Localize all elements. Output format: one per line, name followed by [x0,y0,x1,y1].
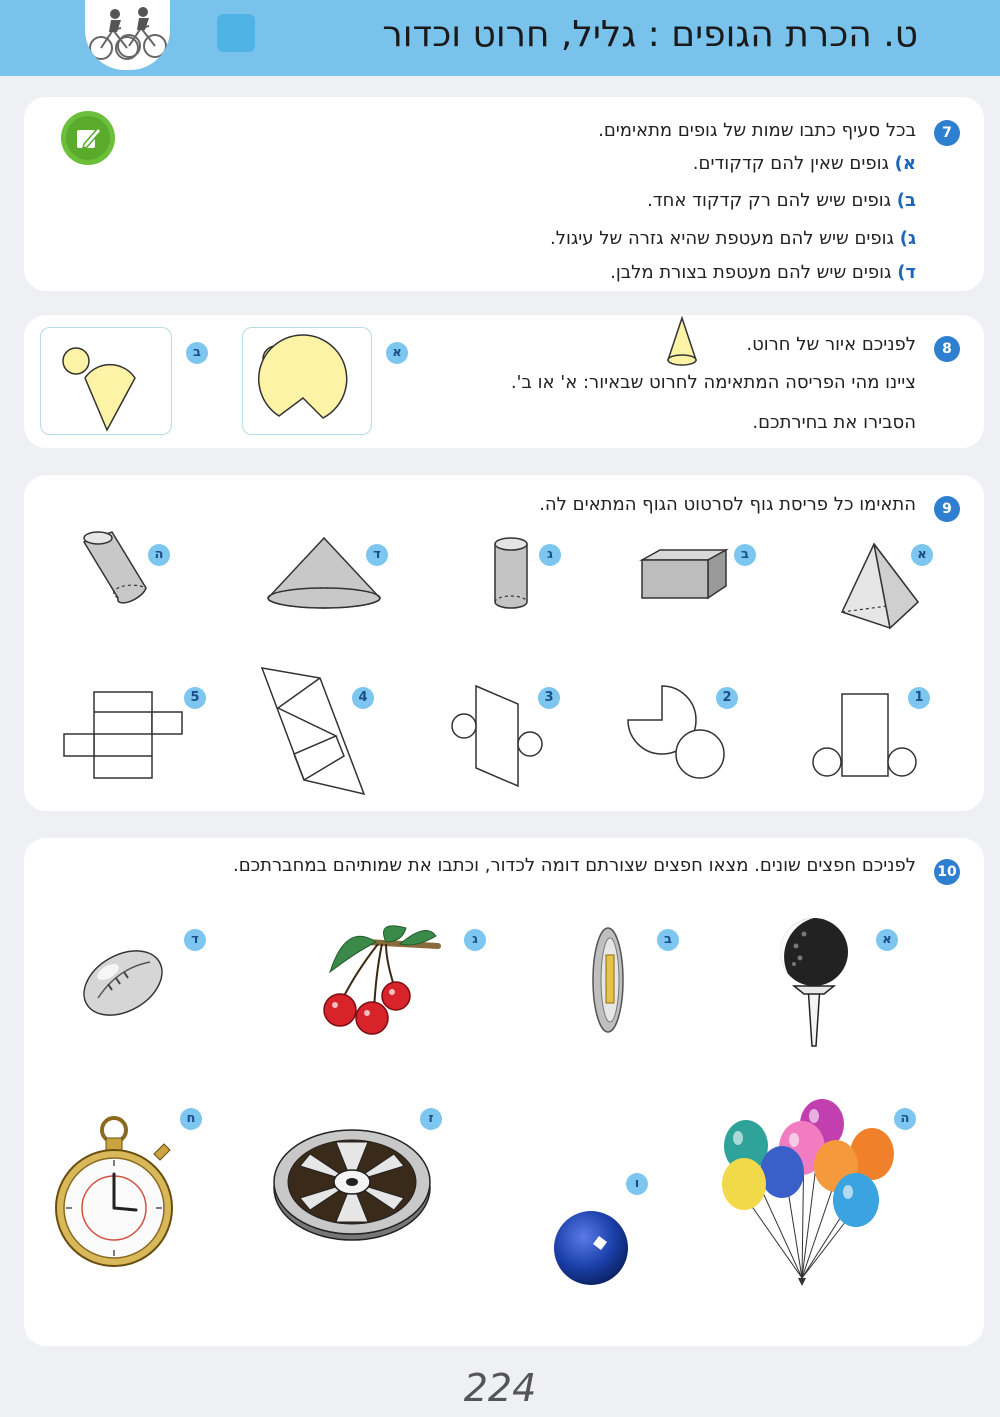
object-g-label: ז [420,1108,442,1130]
object-h-label: ח [180,1108,202,1130]
object-b-label: ב [657,929,679,951]
question-9-number: 9 [934,496,960,522]
oblique-cylinder-net [448,682,544,796]
solid-c-label: ג [539,544,561,566]
pencil-edit-icon[interactable] [60,110,116,170]
solid-b-label: ב [734,544,756,566]
item-letter: ב) [896,190,916,211]
question-7-item-b [647,190,916,211]
item-text: גופים שיש להם מעטפת בצורת מלבן. [610,262,892,283]
object-a-label: א [876,929,898,951]
item-letter: ד) [897,262,916,283]
rugby-ball-icon [78,938,168,1032]
object-e-label: ה [894,1108,916,1130]
cone-solid [264,534,384,616]
object-c-label: ג [464,929,486,951]
coin-icon [588,925,628,1039]
option-a-net[interactable] [242,327,372,435]
item-letter: א) [894,153,916,174]
question-9-instruction: התאימו כל פריסת גוף לסרטוט הגוף המתאים לה. [539,494,916,515]
question-7-item-a [693,153,916,174]
object-f-label: ו [626,1173,648,1195]
cone-icon [664,316,700,372]
cone-net [624,682,728,786]
question-7-item-d [610,262,916,283]
cylinder-net [810,690,920,784]
question-10-instruction: לפניכם חפצים שונים. מצאו חפצים שצורתם דומה לכדור, וכתבו את שמותיהם במחברתכם. [233,855,916,876]
option-b-net[interactable] [40,327,172,435]
option-b-label: ב [186,342,208,364]
question-8-line2: ציינו מהי הפריסה המתאימה לחרוט שבאיור: א' או ב'. [510,372,916,393]
solid-e-label: ה [148,544,170,566]
golf-ball-on-tee-icon [774,912,854,1056]
question-7-intro: בכל סעיף כתבו שמות של גופים מתאימים. [598,120,916,141]
net-1-label: 1 [908,687,930,709]
film-reel-icon [270,1126,434,1248]
header-square-icon [217,14,255,52]
box-solid [638,546,730,606]
question-7-number: 7 [934,120,960,146]
stopwatch-icon [52,1114,176,1278]
question-8-line3: הסבירו את בחירתכם. [752,412,916,433]
item-text: גופים שיש להם רק קדקוד אחד. [647,190,892,211]
question-8-number: 8 [934,336,960,362]
net-2-label: 2 [716,687,738,709]
question-10-number: 10 [934,859,960,885]
pyramid-net [258,664,368,802]
solid-d-label: ד [366,544,388,566]
net-3-label: 3 [538,687,560,709]
shiny-ball-icon [551,1208,631,1292]
net-5-label: 5 [184,687,206,709]
box-net [62,690,184,784]
solid-a-label: א [911,544,933,566]
page-title: ט. הכרת הגופים : גליל, חרוט וכדור [382,14,918,55]
net-4-label: 4 [352,687,374,709]
question-8-line1: לפניכם איור של חרוט. [746,334,916,355]
balloons-icon [706,1098,906,1292]
item-text: גופים שאין להם קדקודים. [692,153,889,174]
item-text: גופים שיש להם מעטפת שהיא גזרה של עיגול. [550,228,894,249]
cylinder-solid [490,536,532,616]
page-number: 224 [463,1366,537,1410]
question-7-item-c [550,228,916,249]
pyramid-solid [838,540,922,634]
oblique-cylinder-solid [78,530,158,612]
cherries-icon [316,922,446,1040]
object-d-label: ד [184,929,206,951]
item-letter: ג) [899,228,916,249]
option-a-label: א [386,342,408,364]
